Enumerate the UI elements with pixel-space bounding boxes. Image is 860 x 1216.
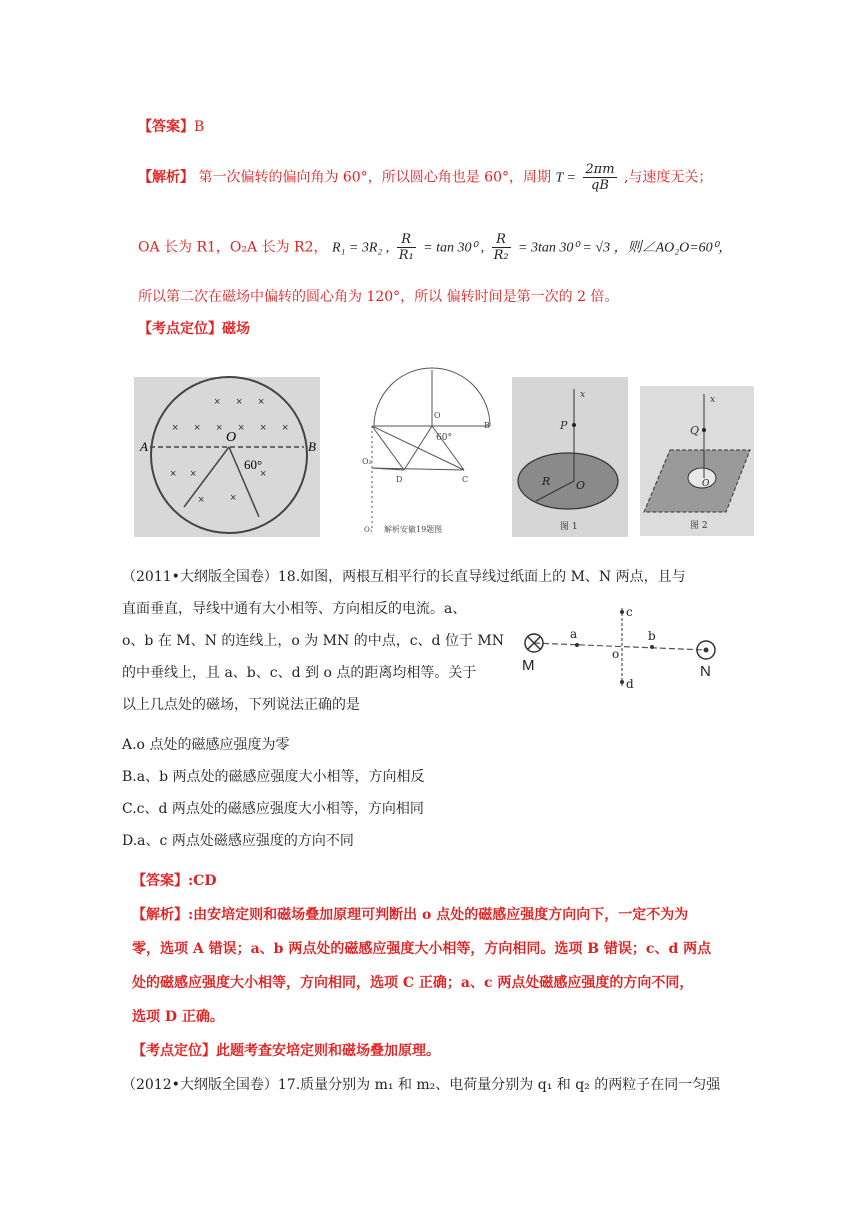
period-numerator: 2πm <box>585 162 615 177</box>
point-line <box>138 318 250 338</box>
analysis-text-2: OA 长为 R1，O₂A 长为 R2， <box>138 239 328 256</box>
fig-label-a: a <box>570 627 578 641</box>
figure-wires-mn <box>512 600 734 692</box>
period-fraction <box>583 162 616 193</box>
fig-b-caption: 解析安徽19题图 <box>384 525 443 534</box>
svg-text:×: × <box>260 422 267 434</box>
q18-line-4: 的中垂线上，且 a、b、c、d 到 o 点的距离均相等。关于 <box>122 665 477 681</box>
period-denominator: qB <box>591 178 609 193</box>
fig-label-m: M <box>522 657 535 674</box>
analysis-text-1: 第一次偏转的偏向角为 60°，所以圆心角也是 60°，周期 <box>198 169 551 186</box>
period-symbol: T = <box>555 170 576 186</box>
fig-a-label-o: O <box>226 430 237 445</box>
svg-text:×: × <box>172 422 179 434</box>
fig-c-label-r: R <box>542 475 551 488</box>
fig-label-d: d <box>626 677 634 691</box>
svg-text:×: × <box>282 422 289 434</box>
fraction-2-num: R <box>492 232 511 248</box>
answer-label: 【答案】 <box>138 119 194 135</box>
fig-d-label-q: Q <box>690 424 700 437</box>
analysis2-line-2: 零，选项 A 错误；a、b 两点处的磁感应强度大小相等，方向相同。选项 B 错误；c、d 两点 <box>132 941 712 957</box>
point2-line <box>132 1040 440 1060</box>
fig-b-label-o2: O₂ <box>362 457 372 466</box>
analysis2-text-1: 由安培定则和磁场叠加原理可判断出 o 点处的磁感应强度方向向下，一定不为为 <box>193 907 689 923</box>
svg-text:×: × <box>214 396 221 408</box>
q18-line-3: o、b 在 M、N 的连线上，o 为 MN 的中点，c、d 位于 MN <box>122 633 504 649</box>
q17-line-1: （2012•大纲版全国卷）17.质量分别为 m₁ 和 m₂、电荷量分别为 q₁ 和 q₂ 的两粒子在同一匀强 <box>122 1077 721 1093</box>
fig-label-c: c <box>626 605 633 619</box>
q18-line-1: （2011•大纲版全国卷）18.如图，两根互相平行的长直导线过纸面上的 M、N 两点，且与 <box>122 569 686 585</box>
fig-c-label-o: O <box>576 479 586 492</box>
analysis2-line-3: 处的磁感应强度大小相等，方向相同，选项 C 正确；a、c 两点处磁感应强度的方向不同， <box>132 975 694 991</box>
fig-c-label-x: x <box>580 390 586 400</box>
svg-text:×: × <box>194 422 201 434</box>
answer-value: B <box>194 119 205 135</box>
analysis-line-2 <box>138 232 732 263</box>
fig-b-label-d: D <box>396 475 403 484</box>
analysis-tail-1: ,与速度无关； <box>623 169 713 186</box>
option-a: A.o 点处的磁感应强度为零 <box>122 737 290 753</box>
figure-b-svg <box>364 370 498 534</box>
fig-a-label-b: B <box>308 439 316 454</box>
fig-c-caption: 图 1 <box>560 522 578 532</box>
analysis-label: 【解析】 <box>138 169 194 186</box>
analysis-line-1 <box>138 162 712 193</box>
fig-b-label-b: B <box>484 421 490 430</box>
figure-geometry <box>364 370 498 534</box>
figure-mn-svg <box>512 600 734 692</box>
figure-magnetic-circle <box>134 377 320 537</box>
fig-label-n: N <box>700 663 711 680</box>
fraction-2 <box>492 232 511 263</box>
figure-d-svg <box>640 386 754 536</box>
svg-text:×: × <box>258 396 265 408</box>
point2-value: 此题考查安培定则和磁场叠加原理。 <box>216 1043 440 1059</box>
fig-b-label-o1: O₁ <box>364 526 373 534</box>
fraction-2-den: R₂ <box>493 248 509 263</box>
answer-line <box>138 116 204 136</box>
svg-text:×: × <box>230 492 237 504</box>
analysis-line-3: 所以第二次在磁场中偏转的圆心角为 120°，所以 偏转时间是第一次的 2 倍。 <box>138 289 619 305</box>
option-b: B.a、b 两点处的磁感应强度大小相等，方向相反 <box>122 769 425 785</box>
fig-b-label-o: O <box>434 411 441 420</box>
fig-d-label-o: O <box>702 479 710 489</box>
figure-c-svg <box>512 377 628 537</box>
answer2-value: CD <box>193 873 217 889</box>
svg-text:×: × <box>216 422 223 434</box>
fig-d-caption: 图 2 <box>690 521 708 531</box>
figure-plane-2 <box>640 386 754 536</box>
option-d: D.a、c 两点处磁感应强度的方向不同 <box>122 833 354 849</box>
point-value: 磁场 <box>222 321 250 337</box>
svg-text:×: × <box>236 396 243 408</box>
fig-c-label-p: P <box>560 419 568 432</box>
fig-a-label-a: A <box>140 439 148 454</box>
analysis2-line-1 <box>132 904 688 924</box>
fig-a-label-angle: 60° <box>244 457 263 472</box>
svg-text:×: × <box>190 468 197 480</box>
point2-label: 【考点定位】 <box>132 1043 216 1059</box>
equation-3: = 3tan 30⁰ = √3 ，则∠AO₂O=60⁰， <box>518 240 733 256</box>
analysis2-line-4: 选项 D 正确。 <box>132 1009 224 1025</box>
fig-b-label-angle: 60° <box>436 433 452 443</box>
analysis2-label: 【解析】: <box>132 907 194 923</box>
fig-b-label-c: C <box>462 475 469 484</box>
point-label: 【考点定位】 <box>138 321 222 337</box>
fraction-1-den: R₁ <box>398 248 414 263</box>
answer2-line <box>132 870 216 890</box>
fraction-1-num: R <box>397 232 416 248</box>
fig-label-b: b <box>648 629 656 643</box>
q18-line-2: 直面垂直，导线中通有大小相等、方向相反的电流。a、 <box>122 601 467 617</box>
fig-label-o: o <box>612 647 620 661</box>
svg-text:×: × <box>198 494 205 506</box>
svg-text:×: × <box>260 468 267 480</box>
option-c: C.c、d 两点处的磁感应强度大小相等，方向相同 <box>122 801 424 817</box>
figure-ellipse-1 <box>512 377 628 537</box>
fig-d-label-x: x <box>710 395 716 405</box>
figure-a-svg <box>134 377 320 537</box>
svg-text:×: × <box>170 468 177 480</box>
fraction-1 <box>397 232 416 263</box>
svg-text:×: × <box>238 422 245 434</box>
equation-2: = tan 30⁰ , <box>423 240 485 256</box>
answer2-label: 【答案】: <box>132 873 194 889</box>
q18-line-5: 以上几点处的磁场，下列说法正确的是 <box>122 697 360 713</box>
equation-1: R₁ = 3R₂ , <box>331 240 390 256</box>
